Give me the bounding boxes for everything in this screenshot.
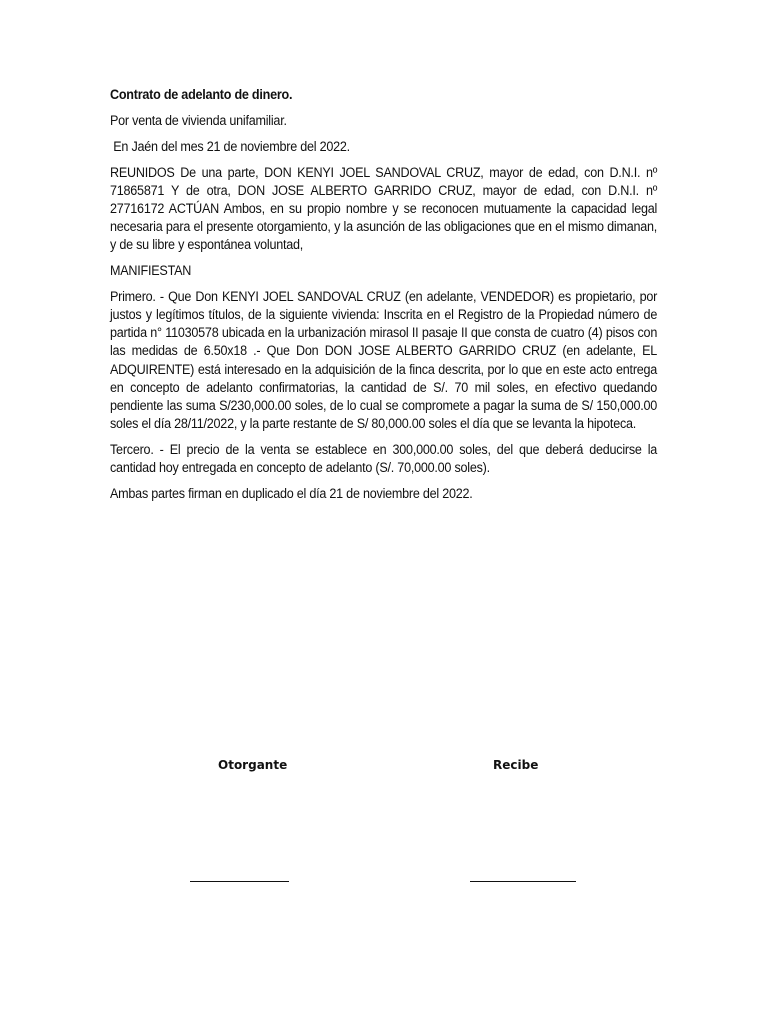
signature-line-otorgante (190, 881, 289, 882)
place-date: En Jaén del mes 21 de noviembre del 2022. (110, 138, 350, 154)
signature-line-recibe (470, 881, 576, 882)
paragraph-manifiestan: MANIFIESTAN (110, 263, 192, 279)
paragraph-primero: Primero. - Que Don KENYI JOEL SANDOVAL CRUZ (en adelante, VENDEDOR) es propietario, por justos y legítimos títulos, de la siguiente vivienda: Inscrita en el Registro de la Propiedad número de partida n° 11030578 ubicada en la urbanización mirasol II pasaje II que consta de cuatro (4) pisos con las medidas de 6.50x18 .- Que Don DON JOSE ALBERTO GARRIDO CRUZ (en adelante, EL ADQUIRENTE) está interesado en la adquisición de la finca descrita, por lo que en este acto entrega en concepto de adelanto confirmatorias, la cantidad de S/. 70 mil soles, en efectivo quedando pendiente las suma S/230,000.00 soles, de lo cual se compromete a pagar la suma de S/ 150,000.00 soles el día 28/11/2022, y la parte restante de S/ 80,000.00 soles el día que se levanta la hipoteca. (110, 288, 658, 432)
paragraph-reunidos: REUNIDOS De una parte, DON KENYI JOEL SANDOVAL CRUZ, mayor de edad, con D.N.I. nº 71865871 Y de otra, DON JOSE ALBERTO GARRIDO CRUZ, mayor de edad, con D.N.I. nº 27716172 ACTÚAN Ambos, en su propio nombre y se reconocen mutuamente la capacidad legal necesaria para el presente otorgamiento, y la asunción de las obligaciones que en el mismo dimanan, y de su libre y espontánea voluntad, (110, 164, 658, 253)
paragraph-firma: Ambas partes firman en duplicado el día 21 de noviembre del 2022. (110, 485, 473, 501)
document-subtitle: Por venta de vivienda unifamiliar. (110, 113, 287, 129)
paragraph-tercero: Tercero. - El precio de la venta se establece en 300,000.00 soles, del que deberá deducirse la cantidad hoy entregada en concepto de adelanto (S/. 70,000.00 soles). (110, 441, 658, 476)
document-title: Contrato de adelanto de dinero. (110, 87, 293, 102)
signature-label-otorgante: Otorgante (218, 758, 288, 772)
signature-label-recibe: Recibe (493, 758, 539, 772)
